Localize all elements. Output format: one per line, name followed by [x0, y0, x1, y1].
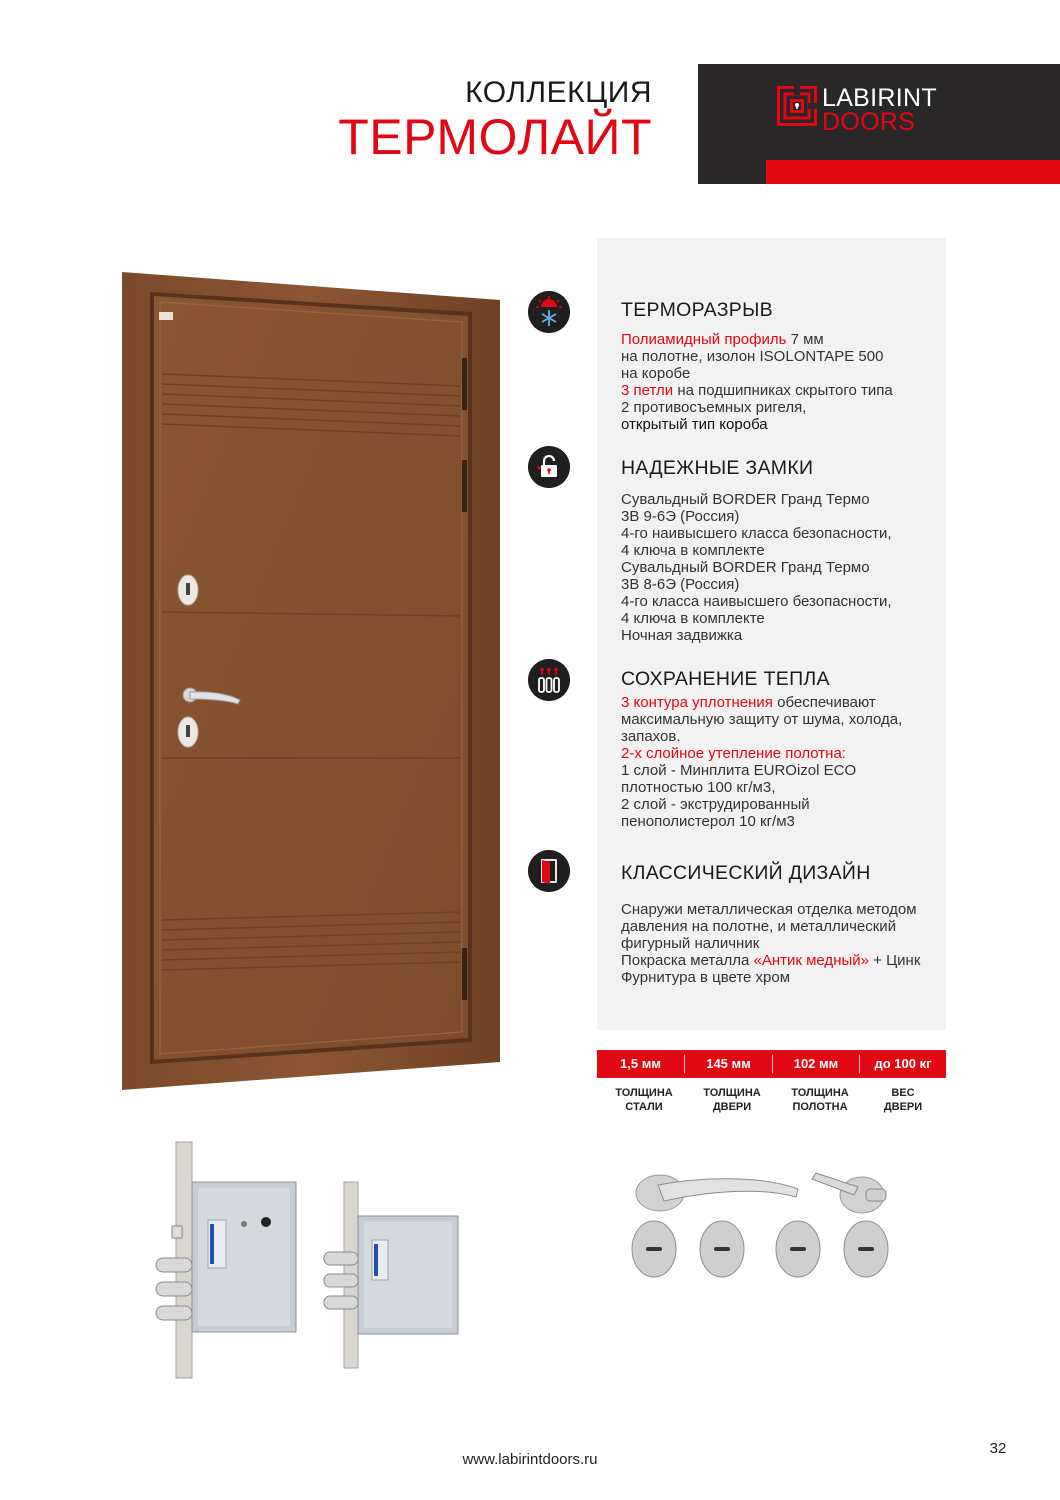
feature-text-segment: 2-х слойное утепление полотна: [621, 745, 846, 762]
collection-label: КОЛЛЕКЦИЯ [465, 76, 652, 109]
brand-name-line2: DOORS [822, 108, 916, 136]
feature-text-segment: Покраска металла [621, 952, 754, 969]
feature-text-segment: максимальную защиту от шума, холода, [621, 711, 903, 728]
feature-line [621, 952, 920, 969]
feature-text-reliable-locks [621, 491, 892, 644]
spec-value-leaf-thickness: 102 мм [793, 1056, 839, 1071]
feature-text-segment: 4 ключа в комплекте [621, 542, 765, 559]
feature-line [621, 525, 892, 542]
mortise-lock-small-image [320, 1180, 470, 1370]
feature-text-segment: на полотне, изолон ISOLONTAPE 500 [621, 348, 884, 365]
feature-line [621, 627, 892, 644]
feature-text-segment: Фурнитура в цвете хром [621, 969, 791, 986]
mortise-lock-large-image [150, 1140, 310, 1380]
spec-label-door-thickness: ТОЛЩИНА ДВЕРИ [703, 1087, 761, 1113]
feature-line [621, 813, 902, 830]
feature-line [621, 348, 893, 365]
spec-label-leaf-thickness: ТОЛЩИНА ПОЛОТНА [791, 1087, 849, 1113]
feature-text-segment: фигурный наличник [621, 935, 760, 952]
feature-line [621, 779, 902, 796]
spec-value-door-thickness: 145 мм [706, 1056, 751, 1071]
feature-line [621, 331, 893, 348]
page-number: 32 [989, 1440, 1007, 1457]
feature-text-segment: + Цинк [868, 952, 921, 969]
feature-line [621, 935, 920, 952]
feature-text-segment: обеспечивают [772, 694, 876, 711]
feature-line [621, 593, 892, 610]
feature-line [621, 694, 902, 711]
feature-line [621, 901, 920, 918]
feature-line [621, 399, 893, 416]
padlock-icon [528, 446, 570, 488]
feature-text-segment: «Антик медный» [753, 952, 869, 969]
website-url[interactable]: www.labirintdoors.ru [462, 1451, 598, 1468]
feature-line [621, 491, 892, 508]
feature-text-segment: на коробе [621, 365, 691, 382]
brand-red-stripe [766, 160, 1060, 184]
feature-text-segment: 4 ключа в комплекте [621, 610, 765, 627]
feature-line [621, 576, 892, 593]
feature-line [621, 416, 893, 433]
feature-line [621, 711, 902, 728]
feature-text-segment: 3 контура уплотнения [621, 694, 773, 711]
spec-label-door-weight: ВЕС ДВЕРИ [883, 1087, 923, 1113]
feature-text-segment: Полиамидный профиль [621, 331, 787, 348]
feature-text-segment: 4-го наивысшего класса безопасности, [621, 525, 892, 542]
feature-line [621, 508, 892, 525]
feature-title-thermal-break: ТЕРМОРАЗРЫВ [621, 299, 773, 321]
feature-text-thermal-break [621, 331, 893, 433]
feature-title-heat-retention: СОХРАНЕНИЕ ТЕПЛА [621, 668, 830, 690]
labirint-maze-logo-icon [777, 86, 817, 126]
feature-text-heat-retention [621, 694, 902, 830]
spec-value-steel-thickness: 1,5 мм [620, 1056, 661, 1071]
feature-text-classic-design [621, 901, 920, 986]
feature-title-classic-design: КЛАССИЧЕСКИЙ ДИЗАЙН [621, 862, 871, 884]
spec-label-steel-thickness: ТОЛЩИНА СТАЛИ [615, 1087, 673, 1113]
feature-text-segment: 3 петли [621, 382, 674, 399]
feature-text-segment: 1 слой - Минплита EUROizol ECO [621, 762, 857, 779]
feature-line [621, 745, 902, 762]
collection-name: ТЕРМОЛАЙТ [338, 109, 652, 165]
feature-text-segment: запахов. [621, 728, 681, 745]
feature-text-segment: 3В 8-6Э (Россия) [621, 576, 740, 593]
feature-text-segment: 4-го класса наивысшего безопасности, [621, 593, 892, 610]
radiator-icon [528, 659, 570, 701]
feature-text-segment: 3В 9-6Э (Россия) [621, 508, 740, 525]
feature-text-segment: на подшипниках скрытого типа [673, 382, 893, 399]
feature-text-segment: 7 мм [786, 331, 824, 348]
feature-text-segment: 2 слой - экструдированный [621, 796, 810, 813]
feature-line [621, 969, 920, 986]
feature-line [621, 365, 893, 382]
feature-line [621, 610, 892, 627]
snowflake-sun-icon [528, 291, 570, 333]
feature-text-segment: пенополистерол 10 кг/м3 [621, 813, 795, 830]
feature-line [621, 918, 920, 935]
feature-line [621, 728, 902, 745]
feature-text-segment: Сувальдный BORDER Гранд Термо [621, 559, 870, 576]
feature-text-segment: Ночная задвижка [621, 627, 743, 644]
feature-line [621, 382, 893, 399]
door-icon [528, 850, 570, 892]
door-image [122, 272, 500, 1090]
feature-text-segment: давления на полотне, и металлический [621, 918, 897, 935]
feature-line [621, 796, 902, 813]
feature-text-segment: Сувальдный BORDER Гранд Термо [621, 491, 870, 508]
feature-line [621, 542, 892, 559]
feature-text-segment: открытый тип короба [621, 416, 768, 433]
feature-text-segment: плотностью 100 кг/м3, [621, 779, 776, 796]
spec-value-door-weight: до 100 кг [874, 1056, 932, 1071]
feature-title-reliable-locks: НАДЕЖНЫЕ ЗАМКИ [621, 457, 814, 479]
feature-text-segment: 2 противосъемных ригеля, [621, 399, 807, 416]
feature-text-segment: Снаружи металлическая отделка методом [621, 901, 917, 918]
feature-line [621, 762, 902, 779]
brand-name-line1: LABIRINT [822, 84, 937, 112]
hardware-set-image [630, 1165, 910, 1285]
feature-line [621, 559, 892, 576]
